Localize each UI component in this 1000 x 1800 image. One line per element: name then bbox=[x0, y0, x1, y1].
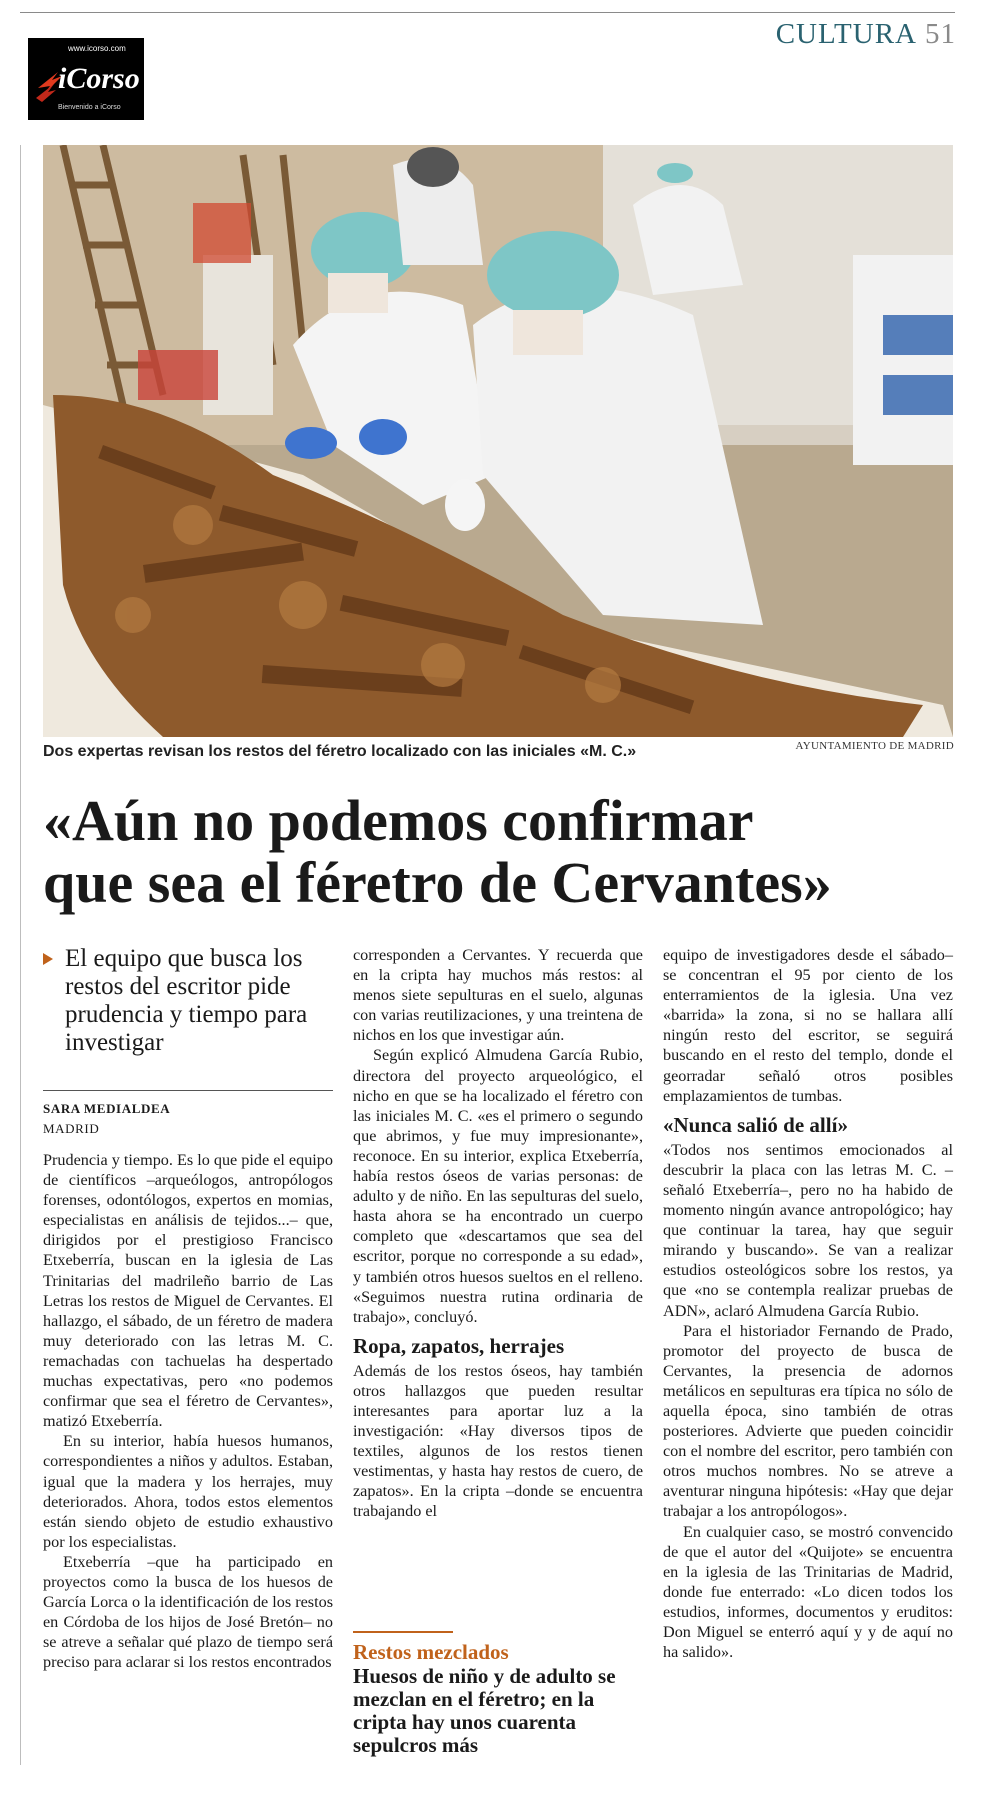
section-header bbox=[776, 18, 956, 51]
deck-text: El equipo que busca los restos del escritor pide prudencia y tiempo para investigar bbox=[65, 945, 308, 1056]
byline-rule bbox=[43, 1090, 333, 1091]
subheading: «Nunca salió de allí» bbox=[663, 1112, 848, 1137]
paragraph: «Todos nos sentimos emocionados al descubrir la placa con las letras M. C. –señaló Etxeberría–, pero no ha habido de momento ningún avance antropológico; hay que continuar la tarea, hay que seguir mirando y buscando». Se van a realizar estudios osteológicos sobre los restos, ya que «no se contempla realizar pruebas de ADN», aclaró Almudena García Rubio. bbox=[663, 1140, 953, 1320]
deck bbox=[43, 945, 333, 1057]
paragraph: Etxeberría –que ha participado en proyectos como la busca de los huesos de García Lorca o la identificación de los restos en Córdoba de los hijos de José Bretón– no se atreve a señalar qué plazo de tiempo será preciso para aclarar si los restos encontrados bbox=[43, 1552, 333, 1672]
article-column-3 bbox=[663, 945, 953, 1662]
paragraph: Además de los restos óseos, hay también otros hallazgos que pueden resultar interesantes para aportar luz a la investigación: «Hay diversos tipos de textiles, algunos de los restos tienen vestimentas, y hasta hay restos de cuero, de zapatos». En la cripta –donde se encuentra trabajando el bbox=[353, 1361, 643, 1521]
paragraph: corresponden a Cervantes. Y recuerda que en la cripta hay muchos más restos: al menos siete sepulturas en el suelo, algunas con varias reutilizaciones, y una treintena de nichos en los que investigar aún. bbox=[353, 946, 643, 1045]
logo-name: iCorso bbox=[58, 62, 140, 95]
paragraph: Para el historiador Fernando de Prado, promotor del proyecto de busca de Cervantes, la presencia de adornos metálicos en sepulturas era típica no sólo de aquella época, sino también de otras posteriores. Advierte que pueden coincidir con el nombre del escritor, pero también con otros muchos nombres. No se atreve a aventurar ninguna hipótesis: «Hay que dejar trabajar a los antropólogos». bbox=[663, 1321, 953, 1521]
headline-line-2: que sea el féretro de Cervantes» bbox=[43, 850, 832, 915]
logo-url: www.icorso.com bbox=[68, 44, 126, 53]
photo-credit: AYUNTAMIENTO DE MADRID bbox=[795, 740, 954, 752]
paragraph: En cualquier caso, se mostró convencido de que el autor del «Quijote» se encuentra en la iglesia de las Trinitarias de Madrid, donde fue enterrado: «Lo dicen todos los estudios, informes, documentos y eruditos: Don Miguel se enterró aquí y y de aquí no ha salido». bbox=[663, 1522, 953, 1662]
subheading: Ropa, zapatos, herrajes bbox=[353, 1333, 565, 1358]
top-rule bbox=[20, 12, 955, 13]
photo-caption: Dos expertas revisan los restos del féretro localizado con las iniciales «M. C.» bbox=[43, 743, 637, 760]
excavation-photo-illustration bbox=[43, 145, 953, 737]
paragraph: En su interior, había huesos humanos, correspondientes a niños y adultos. Estaban, igual que la madera y los herrajes, muy deteriorados. Ahora, todos estos elementos están siendo objeto de estudio exhaustivo por los especialistas. bbox=[43, 1432, 333, 1551]
article-column-2 bbox=[353, 945, 643, 1522]
margin-rule bbox=[20, 145, 21, 1765]
section-name: CULTURA bbox=[775, 18, 917, 50]
paragraph: Según explicó Almudena García Rubio, directora del proyecto arqueológico, el nicho en que se ha localizado el féretro con las iniciales M. C. «es el primero o segundo que abrimos, y fue muy impresionante», reconoce. En su interior, explica Etxeberría, había restos óseos de varias personas: de adulto y de niño. En las sepulturas del suelo, hasta ahora se ha encontrado un cuerpo completo que «descartamos que sea del escritor, porque no corresponde a su edad», y también otros huesos sueltos en el relleno. «Seguimos nuestra rutina ordinaria de trabajo», concluyó. bbox=[353, 1046, 643, 1326]
article-photo bbox=[43, 145, 953, 737]
paragraph: equipo de investigadores desde el sábado– se concentran el 95 por ciento de los enterramientos de la iglesia. Una vez «barrida» la zona, si no se hallara allí ningún resto del escritor, se seguirá buscando en el resto del templo, donde el georradar señaló otros posibles emplazamientos de tumbas. bbox=[663, 946, 953, 1105]
byline-author: SARA MEDIALDEA bbox=[43, 1101, 171, 1116]
sidebar-box-title: Restos mezclados bbox=[353, 1640, 509, 1664]
article-column-1 bbox=[43, 1150, 333, 1672]
headline bbox=[43, 790, 953, 914]
logo-tagline: Bienvenido a iCorso bbox=[58, 104, 121, 111]
byline-place: MADRID bbox=[43, 1121, 100, 1136]
sidebar-box-text: Huesos de niño y de adulto se mezclan en el féretro; en la cripta hay unos cuarenta sepulcros más bbox=[353, 1664, 616, 1757]
icorso-logo[interactable] bbox=[28, 38, 144, 120]
box-rule bbox=[353, 1631, 453, 1633]
triangle-bullet-icon bbox=[43, 953, 53, 965]
headline-line-1: «Aún no podemos confirmar bbox=[43, 788, 754, 853]
paragraph: Prudencia y tiempo. Es lo que pide el equipo de científicos –arqueólogos, antropólogos forenses, odontólogos, expertos en momias, especialistas en análisis de tejidos...– que, dirigidos por el prestigioso Francisco Etxeberría, buscan en la iglesia de Las Trinitarias del madrileño barrio de Las Letras los restos de Miguel de Cervantes. El hallazgo, el sábado, de un féretro de madera muy deteriorado con las letras M. C. remachadas con tachuelas ha despertado muchas expectativas, pero «no podemos confirmar que sea el féretro de Cervantes», matizó Etxeberría. bbox=[43, 1151, 333, 1431]
page-number: 51 bbox=[925, 18, 956, 50]
